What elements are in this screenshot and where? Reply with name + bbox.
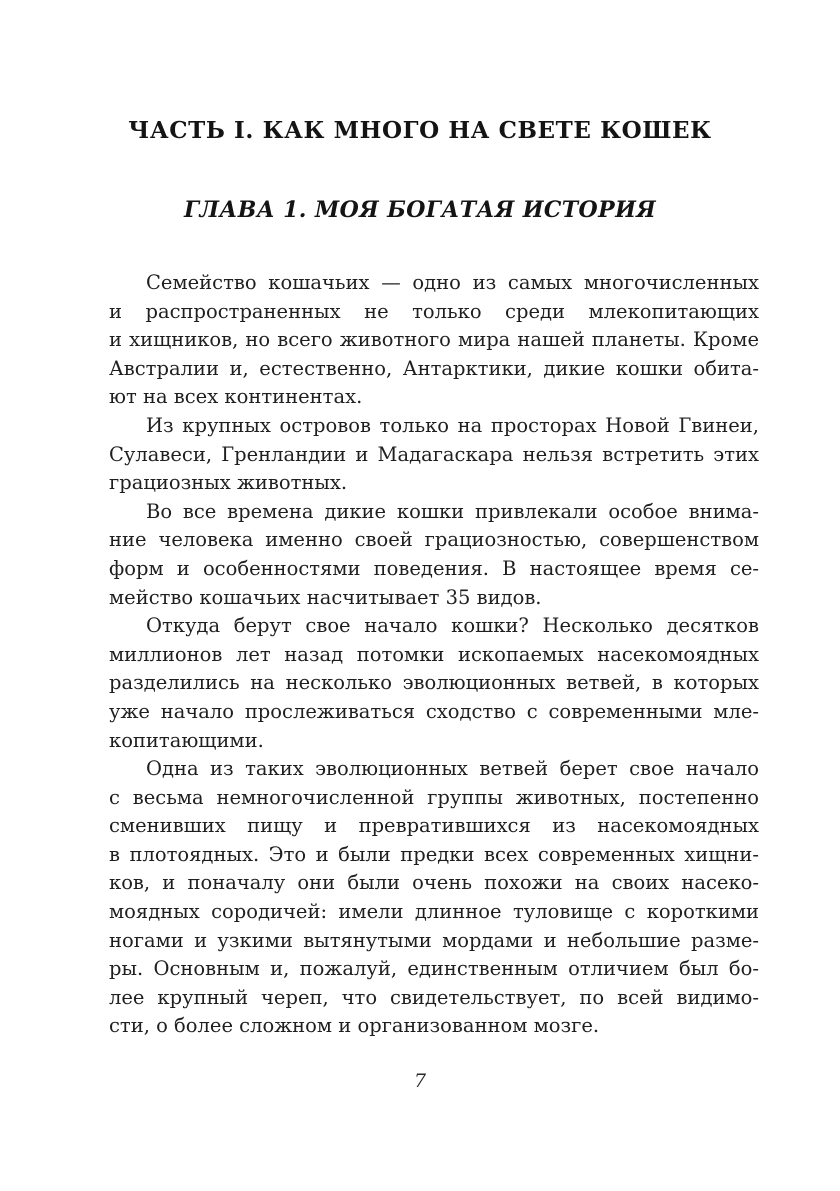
text-line: ры. Основным и, пожалуй, единственным отличием был бо-	[109, 957, 759, 981]
text-line: ногами и узкими вытянутыми мордами и небольшие разме-	[109, 928, 759, 952]
text-line: ние человека именно своей грациозностью, совершенством	[109, 528, 759, 552]
text-line: с весьма немногочисленной группы животных, постепенно	[109, 785, 759, 809]
text-line: сменивших пищу и превратившихся из насекомоядных	[109, 814, 759, 838]
text-line: Одна из таких эволюционных ветвей берет свое начало	[146, 757, 759, 781]
part-title: ЧАСТЬ I. КАК МНОГО НА СВЕТЕ КОШЕК	[128, 117, 712, 144]
text-line: грациозных животных.	[109, 471, 348, 495]
page-number: 7	[413, 1070, 427, 1092]
text-line: сти, о более сложном и организованном мозге.	[109, 1014, 600, 1038]
text-line: ют на всех континентах.	[109, 385, 363, 409]
text-line: Во все времена дикие кошки привлекали особое внима-	[146, 499, 759, 523]
chapter-title: ГЛАВА 1. МОЯ БОГАТАЯ ИСТОРИЯ	[183, 197, 657, 223]
text-line: и хищников, но всего животного мира нашей планеты. Кроме	[109, 328, 759, 352]
text-line: Австралии и, естественно, Антарктики, дикие кошки обита-	[109, 356, 759, 380]
text-line: лее крупный череп, что свидетельствует, по всей видимо-	[109, 985, 759, 1009]
text-line: копитающими.	[109, 728, 264, 752]
body-text	[109, 269, 759, 1041]
text-line: Из крупных островов только на просторах Новой Гвинеи,	[146, 413, 759, 437]
paragraph	[109, 755, 759, 1041]
text-line: мейство кошачьих насчитывает 35 видов.	[109, 585, 542, 609]
text-line: разделились на несколько эволюционных ветвей, в которых	[109, 671, 759, 695]
text-line: миллионов лет назад потомки ископаемых насекомоядных	[109, 642, 759, 666]
text-line: форм и особенностями поведения. В настоящее время се-	[109, 556, 759, 580]
text-line: Семейство кошачьих — одно из самых многочисленных	[146, 271, 759, 294]
text-line: и распространенных не только среди млекопитающих	[109, 299, 759, 323]
text-line: моядных сородичей: имели длинное туловище с короткими	[109, 900, 759, 924]
paragraph	[109, 612, 759, 755]
paragraph	[109, 269, 759, 412]
text-line: ков, и поначалу они были очень похожи на своих насеко-	[109, 871, 759, 895]
text-line: Сулавеси, Гренландии и Мадагаскара нельзя встретить этих	[109, 442, 759, 466]
paragraph	[109, 498, 759, 612]
text-line: уже начало прослеживаться сходство с современными мле-	[109, 699, 759, 723]
text-line: в плотоядных. Это и были предки всех современных хищни-	[109, 842, 759, 866]
text-line: Откуда берут свое начало кошки? Несколько десятков	[146, 614, 759, 638]
paragraph	[109, 412, 759, 498]
